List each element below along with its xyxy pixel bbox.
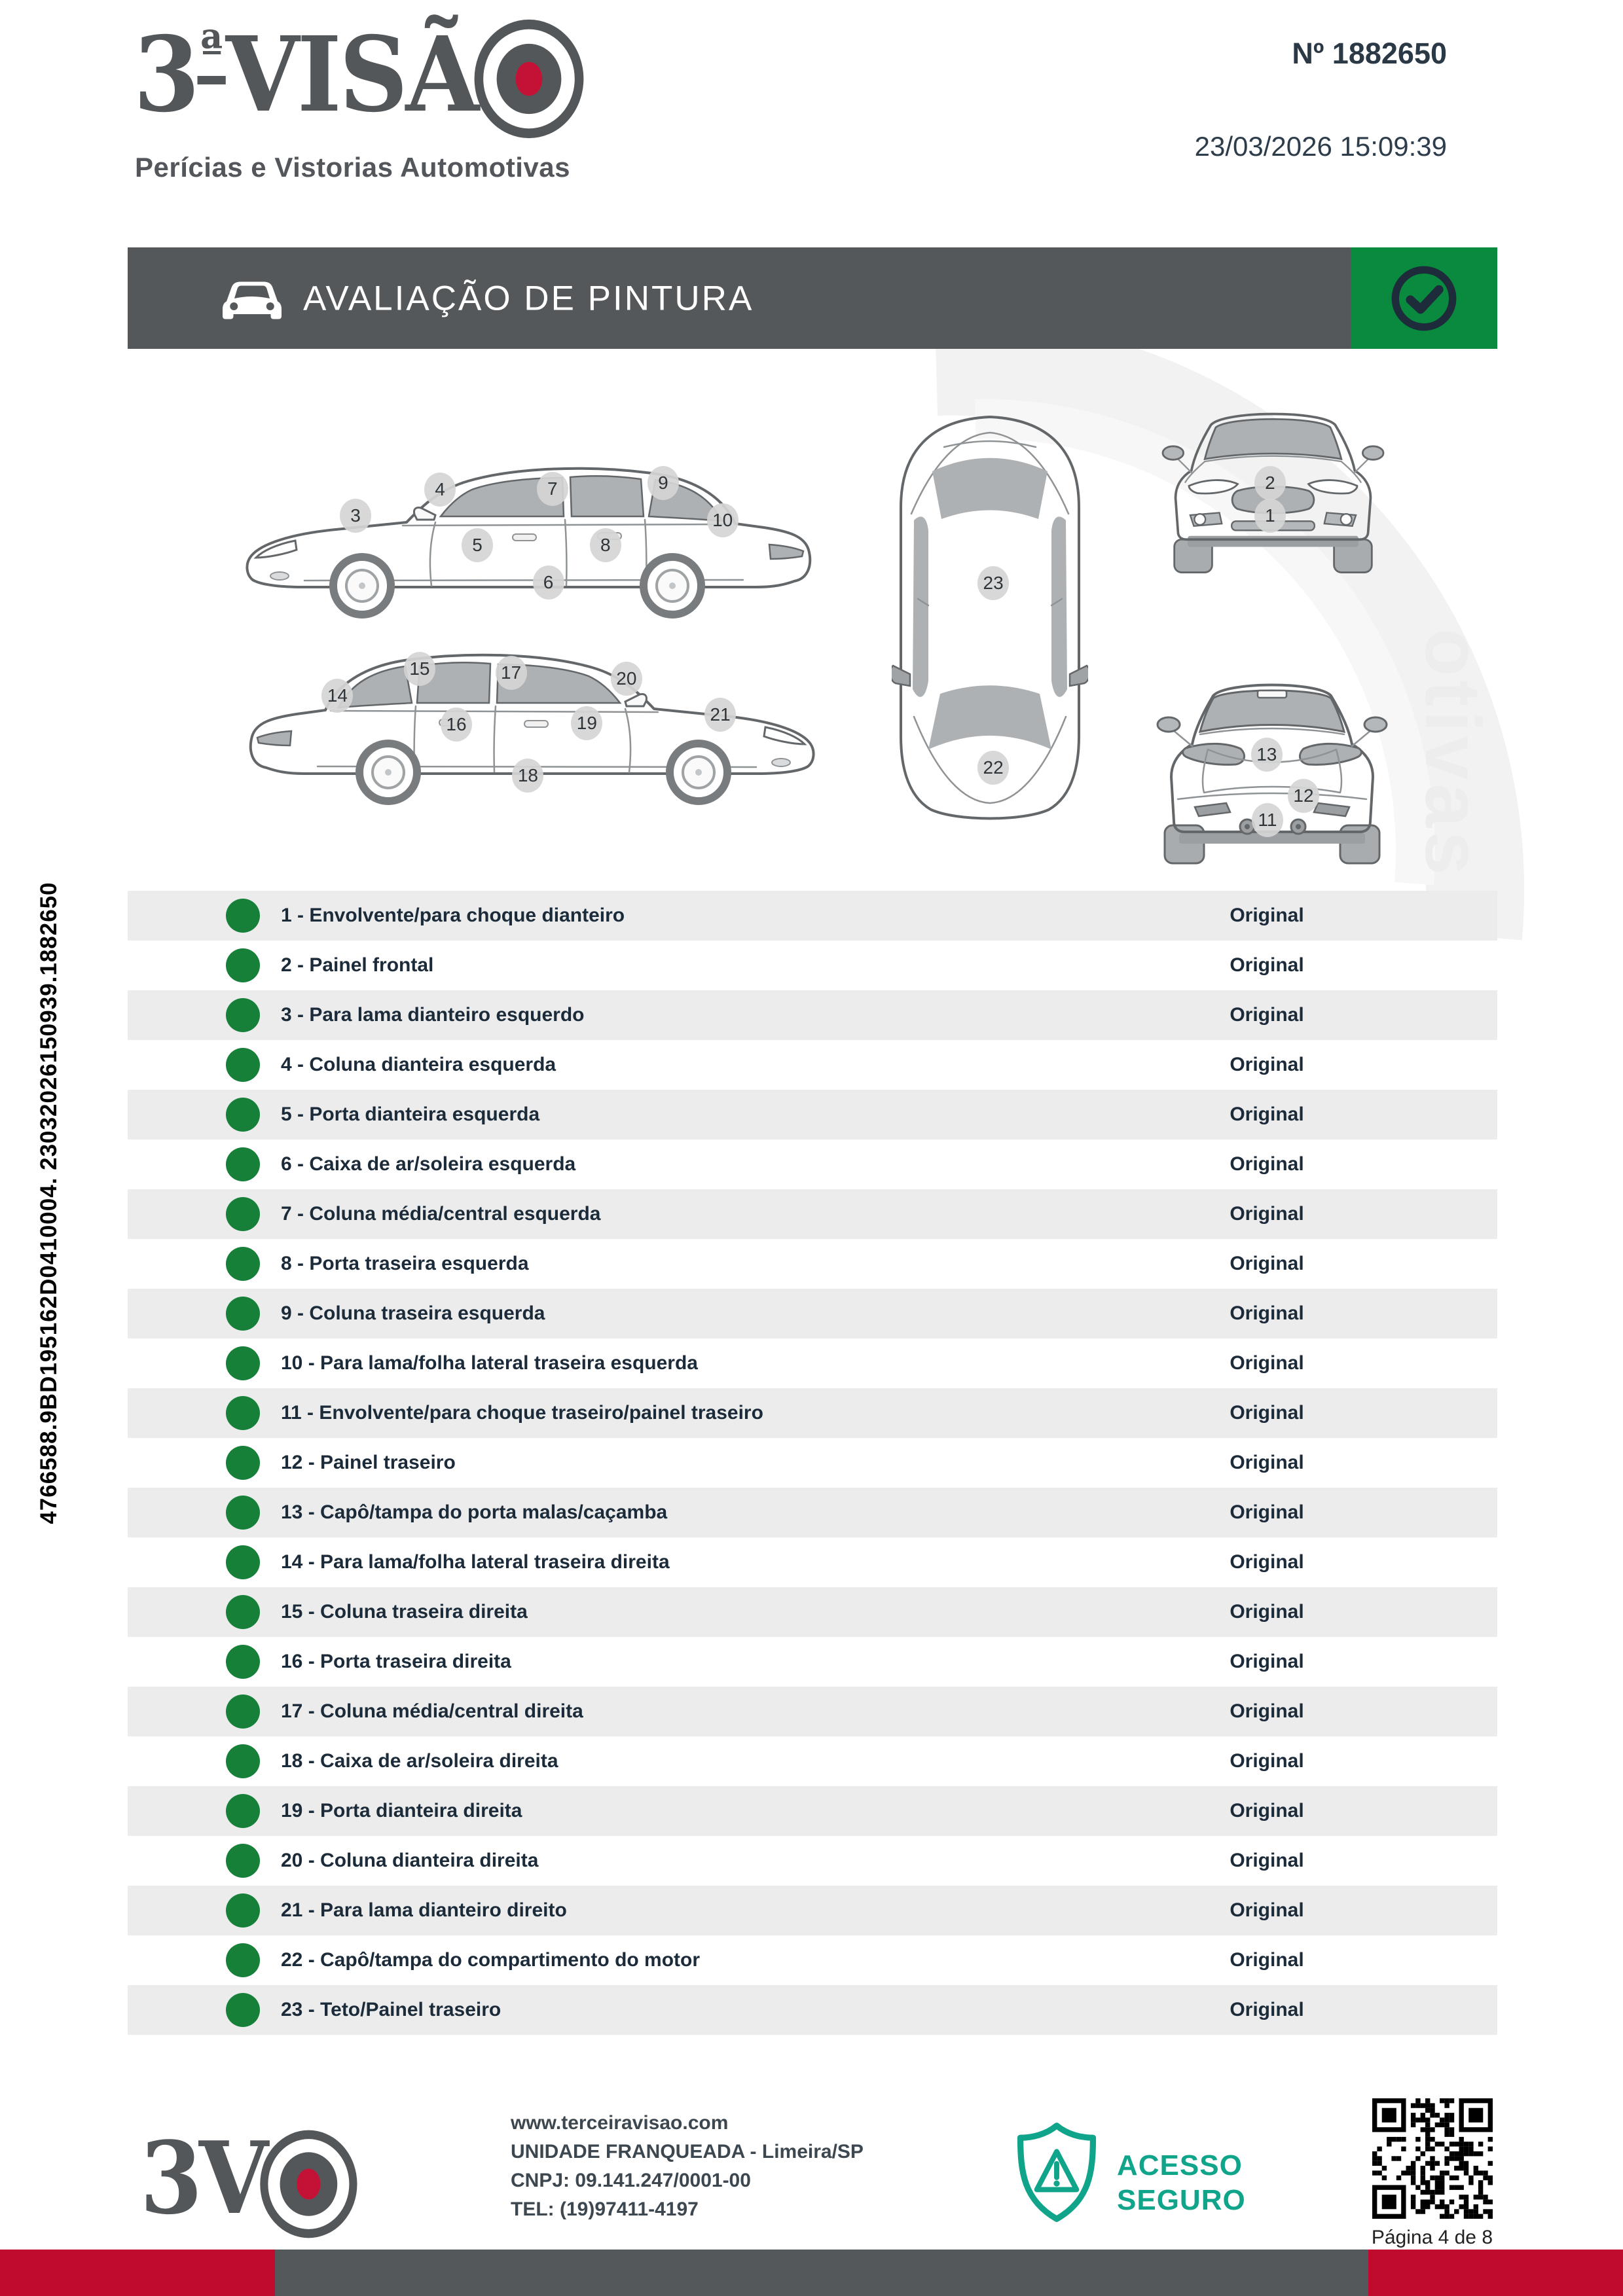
part-label: 17 - Coluna média/central direita <box>281 1700 583 1722</box>
part-label: 9 - Coluna traseira esquerda <box>281 1302 545 1324</box>
status-dot-icon <box>226 1943 260 1977</box>
document-number: Nº 1882650 <box>1292 37 1447 70</box>
page-number: Página 4 de 8 <box>1371 2227 1493 2248</box>
diagram-badge-6: 6 <box>533 565 564 600</box>
diagram-badge-22: 22 <box>977 751 1009 785</box>
parts-list-row <box>128 1488 1497 1537</box>
parts-list-row <box>128 1886 1497 1935</box>
car-diagram-front <box>1147 401 1399 577</box>
parts-list-row <box>128 1040 1497 1090</box>
status-dot-icon <box>226 1695 260 1729</box>
footer-cnpj: CNPJ: 09.141.247/0001-00 <box>511 2170 751 2191</box>
parts-list-row <box>128 1289 1497 1338</box>
part-label: 3 - Para lama dianteiro esquerdo <box>281 1004 585 1026</box>
part-status: Original <box>1230 1103 1304 1125</box>
status-dot-icon <box>226 1595 260 1629</box>
qr-code <box>1372 2098 1493 2219</box>
diagram-badge-9: 9 <box>647 466 679 500</box>
part-status: Original <box>1230 1402 1304 1424</box>
check-circle-icon <box>1390 264 1458 332</box>
diagram-badge-20: 20 <box>611 662 642 696</box>
car-diagram-rear <box>1144 671 1400 867</box>
section-title: AVALIAÇÃO DE PINTURA <box>303 279 754 317</box>
status-dot-icon <box>226 948 260 982</box>
car-diagram-left-side <box>239 452 822 622</box>
status-dot-icon <box>226 1496 260 1530</box>
diagram-badge-23: 23 <box>977 566 1009 600</box>
status-dot-icon <box>226 1446 260 1480</box>
parts-list-row <box>128 1189 1497 1239</box>
status-dot-icon <box>226 1993 260 2027</box>
background-watermark-text: otivas <box>1409 628 1497 879</box>
part-label: 15 - Coluna traseira direita <box>281 1601 528 1623</box>
diagram-badge-5: 5 <box>462 528 493 562</box>
diagram-badge-18: 18 <box>512 759 543 793</box>
part-status: Original <box>1230 1203 1304 1225</box>
part-status: Original <box>1230 1750 1304 1772</box>
part-label: 6 - Caixa de ar/soleira esquerda <box>281 1153 576 1175</box>
status-dot-icon <box>226 1048 260 1082</box>
diagram-badge-10: 10 <box>707 503 739 537</box>
parts-list-row <box>128 1239 1497 1289</box>
status-dot-icon <box>226 1794 260 1828</box>
diagram-badge-15: 15 <box>404 652 435 686</box>
document-datetime: 23/03/2026 15:09:39 <box>1194 131 1447 162</box>
parts-list-row <box>128 1687 1497 1736</box>
diagram-badge-13: 13 <box>1251 738 1283 772</box>
parts-list-row <box>128 1537 1497 1587</box>
parts-list-row <box>128 1935 1497 1985</box>
secure-access-line2: SEGURO <box>1117 2184 1246 2216</box>
diagram-badge-1: 1 <box>1254 499 1286 533</box>
part-label: 14 - Para lama/folha lateral traseira direita <box>281 1551 670 1573</box>
part-status: Original <box>1230 1651 1304 1672</box>
status-dot-icon <box>226 1844 260 1878</box>
footer-contact-info <box>511 2109 864 2224</box>
security-code-vertical: 4766588.9BD195162D0410004. 23032026150939.1882650 <box>36 882 62 1524</box>
part-status: Original <box>1230 1949 1304 1971</box>
part-status: Original <box>1230 1352 1304 1374</box>
status-dot-icon <box>226 1545 260 1579</box>
status-dot-icon <box>226 1744 260 1778</box>
status-dot-icon <box>226 1645 260 1679</box>
parts-list-row <box>128 891 1497 941</box>
footer-bar-gray <box>275 2250 1368 2296</box>
company-logo-text: 3ªVISÃ <box>134 18 585 139</box>
parts-list-row <box>128 1587 1497 1637</box>
part-label: 5 - Porta dianteira esquerda <box>281 1103 540 1125</box>
status-dot-icon <box>226 1147 260 1181</box>
part-label: 19 - Porta dianteira direita <box>281 1800 522 1821</box>
status-dot-icon <box>226 1396 260 1430</box>
status-dot-icon <box>226 1197 260 1231</box>
footer-unit: UNIDADE FRANQUEADA - Limeira/SP <box>511 2141 864 2162</box>
diagram-badge-16: 16 <box>441 708 472 742</box>
part-status: Original <box>1230 1601 1304 1623</box>
part-label: 16 - Porta traseira direita <box>281 1651 511 1672</box>
car-diagram-top <box>892 409 1088 825</box>
footer-bar-red-right <box>1368 2250 1623 2296</box>
part-label: 23 - Teto/Painel traseiro <box>281 1999 501 2020</box>
diagram-badge-14: 14 <box>321 679 353 713</box>
footer-website: www.terceiravisao.com <box>511 2112 729 2134</box>
footer-bar-red-left <box>0 2250 275 2296</box>
parts-list-row <box>128 1985 1497 2035</box>
part-label: 21 - Para lama dianteiro direito <box>281 1899 567 1921</box>
status-dot-icon <box>226 1297 260 1331</box>
part-label: 4 - Coluna dianteira esquerda <box>281 1054 556 1075</box>
parts-list-row <box>128 1388 1497 1438</box>
part-status: Original <box>1230 1551 1304 1573</box>
part-label: 12 - Painel traseiro <box>281 1452 456 1473</box>
part-status: Original <box>1230 1700 1304 1722</box>
part-label: 1 - Envolvente/para choque dianteiro <box>281 905 625 926</box>
footer-tel: TEL: (19)97411-4197 <box>511 2198 699 2220</box>
part-status: Original <box>1230 1899 1304 1921</box>
secure-access-line1: ACESSO <box>1117 2149 1243 2181</box>
diagram-badge-19: 19 <box>571 706 602 740</box>
part-status: Original <box>1230 1850 1304 1871</box>
part-status: Original <box>1230 1253 1304 1274</box>
part-label: 22 - Capô/tampa do compartimento do motor <box>281 1949 701 1971</box>
part-status: Original <box>1230 1999 1304 2020</box>
car-diagram-right-side <box>239 638 822 808</box>
parts-list-row <box>128 1438 1497 1488</box>
parts-list-row <box>128 1338 1497 1388</box>
status-dot-icon <box>226 899 260 933</box>
diagram-badge-21: 21 <box>704 698 736 732</box>
section-status-box <box>1351 247 1497 349</box>
diagram-badge-7: 7 <box>537 472 568 506</box>
part-label: 7 - Coluna média/central esquerda <box>281 1203 601 1225</box>
parts-list <box>128 891 1497 2035</box>
secure-access-label <box>1117 2148 1246 2217</box>
part-label: 10 - Para lama/folha lateral traseira esquerda <box>281 1352 698 1374</box>
parts-list-row <box>128 1786 1497 1836</box>
ordinal-a: ª <box>197 25 225 84</box>
parts-list-row <box>128 1736 1497 1786</box>
target-eye-icon <box>473 18 585 139</box>
diagram-badge-4: 4 <box>424 473 456 507</box>
part-label: 2 - Painel frontal <box>281 954 434 976</box>
target-eye-icon <box>259 2129 358 2239</box>
part-status: Original <box>1230 1800 1304 1821</box>
part-label: 18 - Caixa de ar/soleira direita <box>281 1750 558 1772</box>
part-label: 8 - Porta traseira esquerda <box>281 1253 529 1274</box>
footer-logo-text: 3V <box>140 2128 358 2239</box>
diagram-badge-2: 2 <box>1254 466 1286 500</box>
secure-access-shield-icon <box>1013 2119 1100 2225</box>
parts-list-row <box>128 990 1497 1040</box>
parts-list-row <box>128 1836 1497 1886</box>
car-side-drawing <box>239 452 822 622</box>
company-logo <box>134 14 624 139</box>
diagram-badge-8: 8 <box>590 528 621 562</box>
diagram-badge-3: 3 <box>340 499 371 533</box>
status-dot-icon <box>226 1346 260 1380</box>
status-dot-icon <box>226 998 260 1032</box>
diagram-badge-12: 12 <box>1288 779 1319 813</box>
part-label: 11 - Envolvente/para choque traseiro/painel traseiro <box>281 1402 763 1424</box>
part-status: Original <box>1230 1004 1304 1026</box>
part-status: Original <box>1230 1153 1304 1175</box>
part-label: 13 - Capô/tampa do porta malas/caçamba <box>281 1501 668 1523</box>
part-status: Original <box>1230 1302 1304 1324</box>
parts-list-row <box>128 941 1497 990</box>
section-banner <box>128 247 1497 349</box>
part-status: Original <box>1230 905 1304 926</box>
diagram-badge-11: 11 <box>1252 803 1283 837</box>
status-dot-icon <box>226 1098 260 1132</box>
status-dot-icon <box>226 1247 260 1281</box>
parts-list-row <box>128 1637 1497 1687</box>
status-dot-icon <box>226 1893 260 1928</box>
part-label: 20 - Coluna dianteira direita <box>281 1850 539 1871</box>
parts-list-row <box>128 1139 1497 1189</box>
company-logo-subtitle: Perícias e Vistorias Automotivas <box>135 152 570 183</box>
diagram-badge-17: 17 <box>496 656 527 690</box>
part-status: Original <box>1230 1501 1304 1523</box>
header-meta <box>1195 37 1447 162</box>
footer-logo <box>140 2119 382 2239</box>
part-status: Original <box>1230 1452 1304 1473</box>
part-status: Original <box>1230 954 1304 976</box>
part-status: Original <box>1230 1054 1304 1075</box>
parts-list-row <box>128 1090 1497 1139</box>
car-icon <box>221 275 283 322</box>
